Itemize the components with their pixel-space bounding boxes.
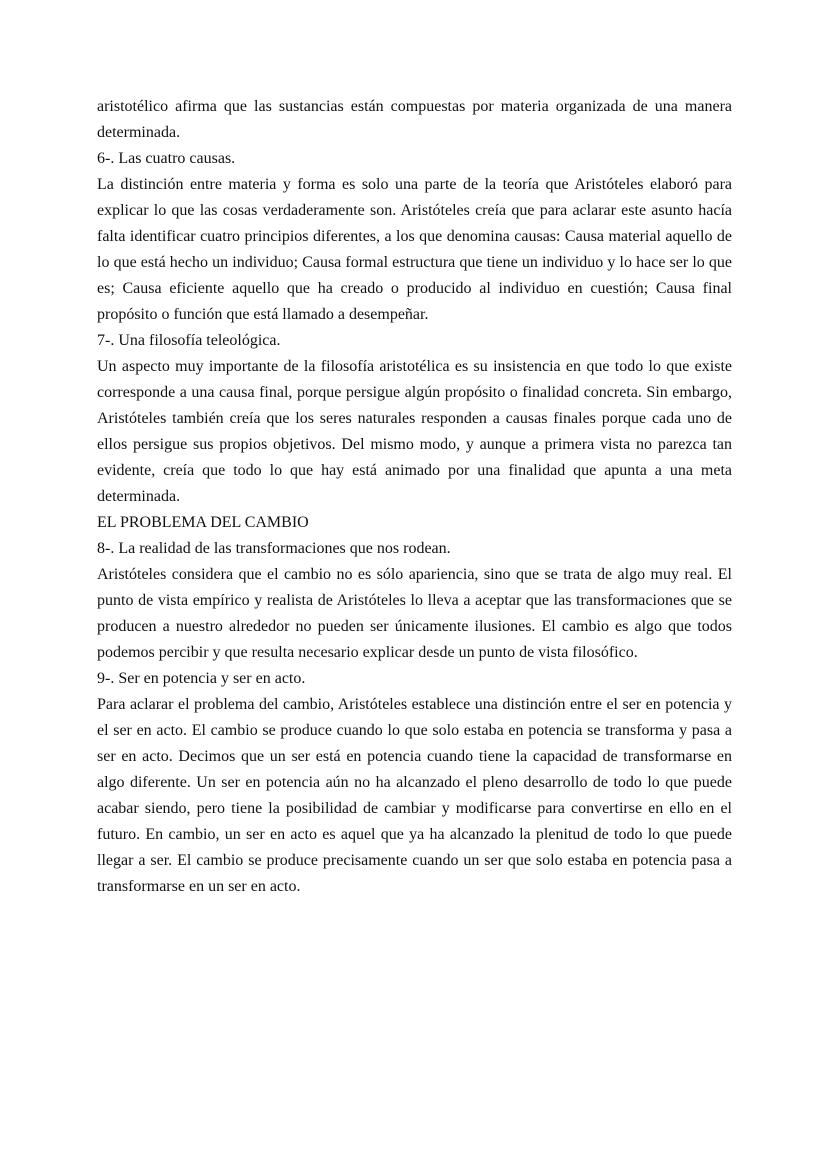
paragraph-reality-of-transformations: Aristóteles considera que el cambio no es sólo apariencia, sino que se trata de algo muy real. El punto de vista empírico y realista de Aristóteles lo lleva a aceptar que las transformaciones que se producen a nuestro alrededor no pueden ser únicamente ilusiones. El cambio es algo que todos podemos percibir y que resulta necesario explicar desde un punto de vista filosófico.: [97, 566, 732, 661]
section-heading-teleological-philosophy: 7-. Una filosofía teleológica.: [97, 332, 281, 349]
section-heading-four-causes: 6-. Las cuatro causas.: [97, 150, 236, 167]
paragraph-continuation: aristotélico afirma que las sustancias están compuestas por materia organizada de una manera determinada.: [97, 98, 732, 141]
paragraph-potency-and-act: Para aclarar el problema del cambio, Aristóteles establece una distinción entre el ser en potencia y el ser en acto. El cambio se produce cuando lo que solo estaba en potencia se transforma y pasa a ser en acto. Decimos que un ser está en potencia cuando tiene la capacidad de transformarse en algo diferente. Un ser en potencia aún no ha alcanzado el pleno desarrollo de todo lo que puede acabar siendo, pero tiene la posibilidad de cambiar y modificarse para convertirse en ello en el futuro. En cambio, un ser en acto es aquel que ya ha alcanzado la plenitud de todo lo que puede llegar a ser. El cambio se produce precisamente cuando un ser que solo estaba en potencia pasa a transformarse en un ser en acto.: [97, 696, 732, 895]
paragraph-four-causes: La distinción entre materia y forma es solo una parte de la teoría que Aristóteles elaboró para explicar lo que las cosas verdaderamente son. Aristóteles creía que para aclarar este asunto hacía falta identificar cuatro principios diferentes, a los que denomina causas: Causa material aquello de lo que está hecho un individuo; Causa formal estructura que tiene un individuo y lo hace ser lo que es; Causa eficiente aquello que ha creado o producido al individuo en cuestión; Causa final propósito o función que está llamado a desempeñar.: [97, 176, 732, 323]
section-heading-potency-and-act: 9-. Ser en potencia y ser en acto.: [97, 670, 306, 687]
document-text-block: [97, 94, 732, 900]
section-heading-reality-of-transformations: 8-. La realidad de las transformaciones que nos rodean.: [97, 540, 451, 557]
paragraph-teleological-philosophy: Un aspecto muy importante de la filosofía aristotélica es su insistencia en que todo lo que existe corresponde a una causa final, porque persigue algún propósito o finalidad concreta. Sin embargo, Aristóteles también creía que los seres naturales responden a causas finales porque cada uno de ellos persigue sus propios objetivos. Del mismo modo, y aunque a primera vista no parezca tan evidente, creía que todo lo que hay está animado por una finalidad que apunta a una meta determinada.: [97, 358, 732, 505]
section-title-problem-of-change: EL PROBLEMA DEL CAMBIO: [97, 514, 309, 531]
